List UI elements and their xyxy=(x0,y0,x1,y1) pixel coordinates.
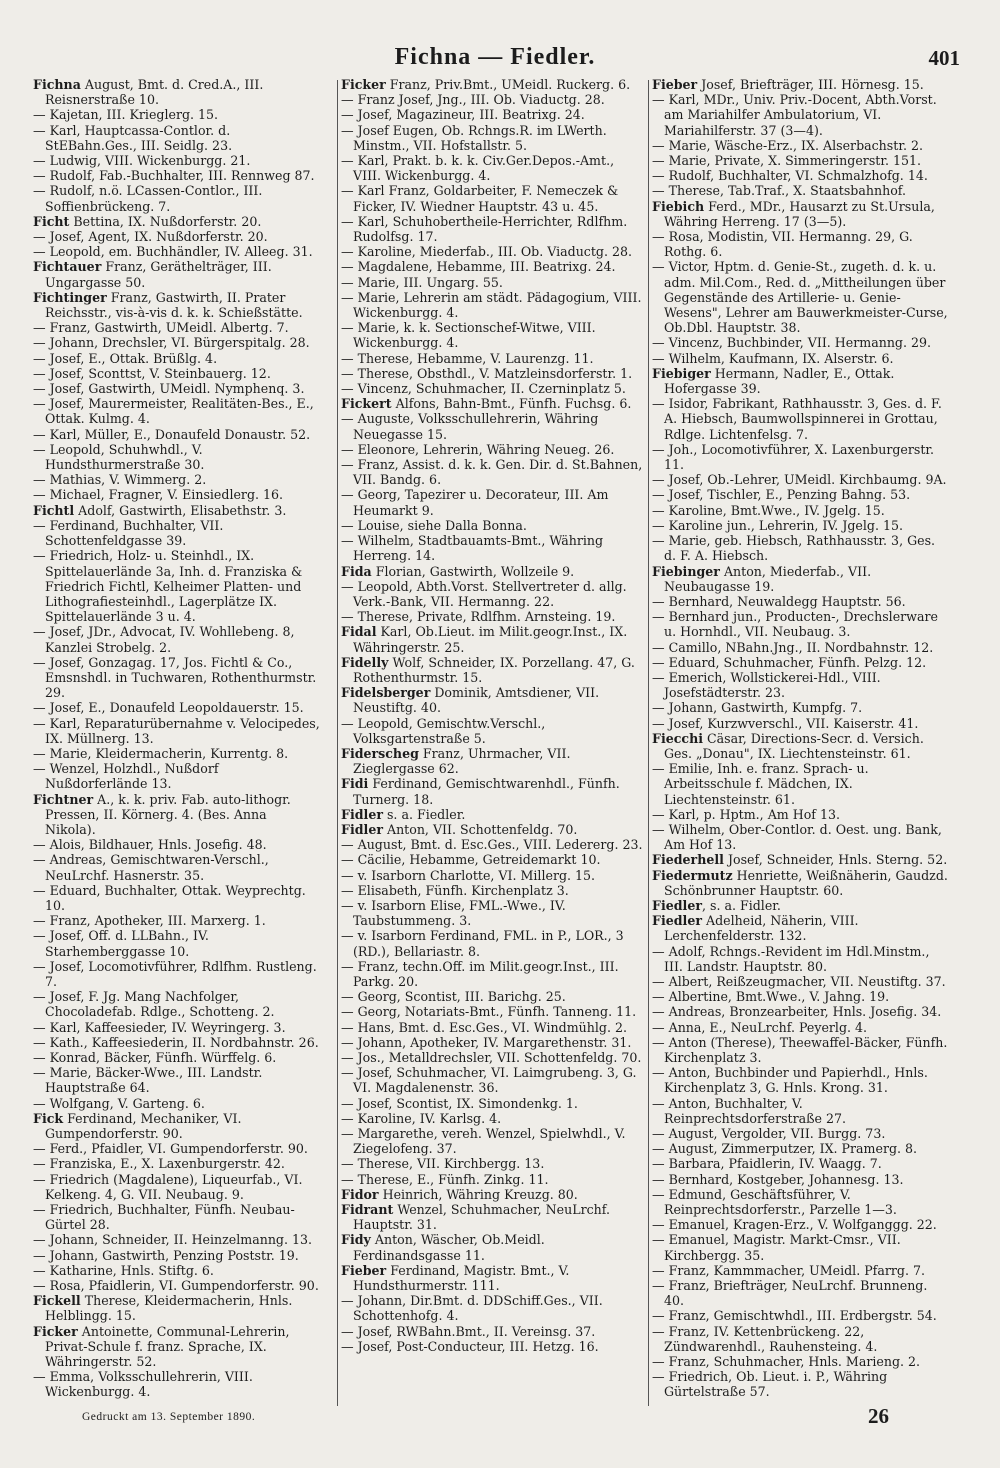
directory-entry: — Rosa, Pfaidlerin, VI. Gumpendorferstr. 90. xyxy=(33,1278,319,1294)
surname-headword: Ficker xyxy=(341,77,386,92)
directory-entry: Fickert Alfons, Bahn-Bmt., Fünfh. Fuchsg. 6. xyxy=(341,396,632,412)
directory-entry: — Katharine, Hnls. Stiftg. 6. xyxy=(33,1262,214,1278)
directory-entry: Fida Florian, Gastwirth, Wollzeile 9. xyxy=(341,563,575,579)
directory-entry: — Johann, Drechsler, VI. Bürgerspitalg. 28. xyxy=(33,335,310,351)
directory-entry: — Joh., Locomotivführer, X. Laxenburgerstr. 11. xyxy=(652,441,935,473)
directory-entry: — Therese, Tab.Traf., X. Staatsbahnhof. xyxy=(652,183,907,199)
surname-headword: Fidy xyxy=(341,1232,371,1248)
directory-entry: — Josef, E., Donaufeld Leopoldauerstr. 15. xyxy=(33,700,304,716)
directory-entry: — Josef, Magazineur, III. Beatrixg. 24. xyxy=(341,107,585,123)
directory-entry: — Karl, Reparaturübernahme v. Velocipedes, IX. Müllnerg. 13. xyxy=(33,715,320,746)
directory-entry: Fidelsberger Dominik, Amtsdiener, VII. Neustiftg. 40. xyxy=(341,685,600,716)
column-rule-1 xyxy=(337,80,338,1406)
directory-entry: — Georg, Tapezirer u. Decorateur, III. Am Heumarkt 9. xyxy=(341,487,609,518)
directory-entry: — Karoline, Bmt.Wwe., IV. Jgelg. 15. xyxy=(652,502,885,518)
running-head: Fichna — Fiedler. xyxy=(394,44,596,70)
directory-entry: — Alois, Bildhauer, Hnls. Josefig. 48. xyxy=(33,837,267,853)
directory-entry: — Josef, Sconttst, V. Steinbauerg. 12. xyxy=(33,365,271,381)
directory-entry: — Josef, Ob.-Lehrer, UMeidl. Kirchbaumg. 9A. xyxy=(652,472,947,488)
surname-headword: Fidal xyxy=(341,624,377,640)
column-2 xyxy=(341,77,645,1354)
directory-entry: Fidler s. a. Fiedler. xyxy=(341,806,466,822)
directory-entry: — Bernhard jun., Producten-, Drechslerware u. Hornhdl., VII. Neubaug. 3. xyxy=(652,609,938,640)
surname-headword: Fiedler xyxy=(652,913,702,929)
directory-entry: — Emanuel, Magistr. Markt-Cmsr., VII. Kirchbergg. 35. xyxy=(652,1232,901,1263)
directory-entry: — Kath., Kaffeesiederin, II. Nordbahnstr. 26. xyxy=(33,1034,319,1050)
directory-entry: — Franz, Assist. d. k. k. Gen. Dir. d. St.Bahnen, VII. Bandg. 6. xyxy=(341,457,643,488)
directory-entry: — Karl, Kaffeesieder, IV. Weyringerg. 3. xyxy=(33,1019,286,1035)
directory-entry: — Georg, Notariats-Bmt., Fünfh. Tanneng. 11. xyxy=(341,1004,637,1020)
directory-entry: — Karoline, Miederfab., III. Ob. Viaductg. 28. xyxy=(341,244,633,260)
directory-entry: — Marie, Lehrerin am städt. Pädagogium, VIII. Wickenburgg. 4. xyxy=(341,289,642,321)
directory-entry: — Andreas, Bronzearbeiter, Hnls. Josefig. 34. xyxy=(652,1004,942,1020)
directory-entry: Fick Ferdinand, Mechaniker, VI. Gumpendorferstr. 90. xyxy=(33,1110,242,1142)
directory-entry: — Therese, E., Fünfh. Zinkg. 11. xyxy=(341,1171,549,1187)
directory-entry: — Johann, Apotheker, IV. Margarethenstr. 31. xyxy=(341,1034,632,1050)
directory-entry: Fidi Ferdinand, Gemischtwarenhdl., Fünfh. Turnerg. 18. xyxy=(341,776,620,807)
directory-entry: Fidy Anton, Wäscher, Ob.Meidl. Ferdinandsgasse 11. xyxy=(341,1232,545,1263)
surname-headword: Ficht xyxy=(33,213,70,229)
directory-entry: — Michael, Fragner, V. Einsiedlerg. 16. xyxy=(33,487,284,503)
directory-entry: Fiecchi Cäsar, Directions-Secr. d. Versich. Ges. „Donau", IX. Liechtensteinstr. 61. xyxy=(652,730,924,761)
directory-entry: — Ludwig, VIII. Wickenburgg. 21. xyxy=(33,153,251,169)
directory-entry: — Marie, III. Ungarg. 55. xyxy=(341,274,503,290)
directory-entry: Fieber Josef, Briefträger, III. Hörnesg. 15. xyxy=(652,77,924,92)
directory-entry: Fichtl Adolf, Gastwirth, Elisabethstr. 3. xyxy=(33,502,287,518)
directory-entry: — Josef, F. Jg. Mang Nachfolger, Chocoladefab. Rdlge., Schotteng. 2. xyxy=(33,989,275,1020)
surname-headword: Fidi xyxy=(341,776,369,792)
surname-headword: Fieber xyxy=(341,1262,387,1278)
directory-entry: — Eduard, Schuhmacher, Fünfh. Pelzg. 12. xyxy=(652,654,927,670)
directory-entry: — Johann, Gastwirth, Kumpfg. 7. xyxy=(652,700,863,716)
directory-entry: — Therese, VII. Kirchbergg. 13. xyxy=(341,1156,545,1172)
directory-entry: — Karl, p. Hptm., Am Hof 13. xyxy=(652,806,840,822)
directory-entry: — Margarethe, vereh. Wenzel, Spielwhdl., V. Ziegelofeng. 37. xyxy=(341,1126,626,1157)
directory-entry: — Adolf, Rchngs.-Revident im Hdl.Minstm., III. Landstr. Hauptstr. 80. xyxy=(652,943,930,974)
directory-entry: Fiedler Adelheid, Näherin, VIII. Lerchenfelderstr. 132. xyxy=(652,913,859,944)
directory-entry: Fidelly Wolf, Schneider, IX. Porzellang. 47, G. Rothenthurmstr. 15. xyxy=(341,654,635,685)
surname-headword: Fiedler xyxy=(652,897,702,913)
directory-entry: — Anton (Therese), Theewaffel-Bäcker, Fünfh. Kirchenplatz 3. xyxy=(652,1034,948,1065)
directory-entry: — Kajetan, III. Krieglerg. 15. xyxy=(33,107,219,123)
directory-entry: — Karl, MDr., Univ. Priv.-Docent, Abth.Vorst. am Mariahilfer Ambulatorium, VI. Mariahilferstr. 37 (3—4). xyxy=(652,92,937,138)
directory-entry: — Andreas, Gemischtwaren-Verschl., NeuLrchf. Hasnerstr. 35. xyxy=(33,852,269,883)
directory-entry: — v. Isarborn Ferdinand, FML. in P., LOR., 3 (RD.), Bellariastr. 8. xyxy=(341,928,624,959)
directory-entry: — Franz, IV. Kettenbrückeng. 22, Zündwarenhdl., Rauhensteing. 4. xyxy=(652,1323,878,1354)
directory-entry: Fichtauer Franz, Geräthelträger, III. Ungargasse 50. xyxy=(33,259,272,290)
directory-entry: — Leopold, Abth.Vorst. Stellvertreter d. allg. Verk.-Bank, VII. Hermanng. 22. xyxy=(341,578,627,609)
directory-entry: — Karl, Hauptcassa-Contlor. d. StEBahn.Ges., III. Seidlg. 23. xyxy=(33,122,233,153)
surname-headword: Fichtl xyxy=(33,502,75,518)
directory-entry: — Ferd., Pfaidler, VI. Gumpendorferstr. 90. xyxy=(33,1141,308,1157)
page-header xyxy=(30,44,960,78)
directory-entry: Fieber Ferdinand, Magistr. Bmt., V. Hundsthurmerstr. 111. xyxy=(341,1262,570,1294)
directory-entry: — Johann, Gastwirth, Penzing Poststr. 19. xyxy=(33,1247,299,1263)
surname-headword: Fickell xyxy=(33,1293,81,1309)
directory-entry: — Leopold, em. Buchhändler, IV. Alleeg. 31. xyxy=(33,244,313,260)
directory-entry: — Josef, Post-Conducteur, III. Hetzg. 16. xyxy=(341,1338,599,1354)
directory-entry: — Leopold, Schuhwhdl., V. Hundsthurmerstraße 30. xyxy=(33,441,205,473)
directory-entry: Fiebiger Hermann, Nadler, E., Ottak. Hofergasse 39. xyxy=(652,365,895,397)
surname-headword: Fidrant xyxy=(341,1202,394,1218)
directory-entry: — v. Isarborn Elise, FML.-Wwe., IV. Taubstummeng. 3. xyxy=(341,897,566,929)
directory-entry: — Josef, Gonzagag. 17, Jos. Fichtl & Co., Emsnshdl. in Tuchwaren, Rothenthurmstr. 29. xyxy=(33,654,317,701)
surname-headword: Fidler xyxy=(341,806,383,822)
directory-entry: Fidal Karl, Ob.Lieut. im Milit.geogr.Inst., IX. Währingerstr. 25. xyxy=(341,624,628,655)
directory-entry: Fichna August, Bmt. d. Cred.A., III. Reisnerstraße 10. xyxy=(33,77,264,108)
directory-entry: — Wilhelm, Stadtbauamts-Bmt., Währing Herreng. 14. xyxy=(341,533,604,564)
directory-entry: — Franz, Gastwirth, UMeidl. Albertg. 7. xyxy=(33,320,289,336)
directory-entry: — Vincenz, Buchbinder, VII. Hermanng. 29. xyxy=(652,335,932,351)
surname-headword: Fidelsberger xyxy=(341,685,431,701)
directory-entry: — Johann, Schneider, II. Heinzelmanng. 13. xyxy=(33,1232,313,1248)
directory-entry: — Emanuel, Kragen-Erz., V. Wolfganggg. 22. xyxy=(652,1217,937,1233)
directory-entry: — Elisabeth, Fünfh. Kirchenplatz 3. xyxy=(341,882,569,898)
directory-entry: — Karoline, IV. Karlsg. 4. xyxy=(341,1110,502,1126)
directory-entry: — Emilie, Inh. e. franz. Sprach- u. Arbeitsschule f. Mädchen, IX. Liechtensteinstr. 61. xyxy=(652,761,869,807)
directory-entry: Ficker Franz, Priv.Bmt., UMeidl. Ruckerg. 6. xyxy=(341,77,631,92)
directory-entry: — Josef, Schuhmacher, VI. Laimgrubeng. 3, G. VI. Magdalenenstr. 36. xyxy=(341,1065,637,1096)
surname-headword: Fieber xyxy=(652,77,698,92)
directory-entry: — Karl, Müller, E., Donaufeld Donaustr. 52. xyxy=(33,426,311,442)
directory-entry: — Franziska, E., X. Laxenburgerstr. 42. xyxy=(33,1156,285,1172)
directory-entry: Fiebich Ferd., MDr., Hausarzt zu St.Ursula, Währing Herreng. 17 (3—5). xyxy=(652,198,935,229)
surname-headword: Fidor xyxy=(341,1186,379,1202)
directory-entry: — August, Vergolder, VII. Burgg. 73. xyxy=(652,1126,886,1142)
directory-entry: — Leopold, Gemischtw.Verschl., Volksgartenstraße 5. xyxy=(341,715,546,746)
directory-entry: — Marie, Wäsche-Erz., IX. Alserbachstr. 2. xyxy=(652,137,923,153)
directory-entry: Fichtner A., k. k. priv. Fab. auto-lithogr. Pressen, II. Körnerg. 4. (Bes. Anna Nikola). xyxy=(33,791,291,837)
signature-number: 26 xyxy=(868,1404,889,1428)
directory-entry: — Edmund, Geschäftsführer, V. Reinprechtsdorferstr., Parzelle 1—3. xyxy=(652,1186,897,1218)
directory-entry: — Franz Josef, Jng., III. Ob. Viaductg. 28. xyxy=(341,92,605,108)
column-rule-2 xyxy=(648,80,649,1406)
directory-entry: — Therese, Private, Rdlfhm. Arnsteing. 19. xyxy=(341,609,616,625)
directory-entry: — Jos., Metalldrechsler, VII. Schottenfeldg. 70. xyxy=(341,1050,642,1065)
directory-entry: — Karoline jun., Lehrerin, IV. Jgelg. 15. xyxy=(652,517,904,533)
directory-entry: — Albert, Reißzeugmacher, VII. Neustiftg. 37. xyxy=(652,973,946,989)
directory-entry: Fickell Therese, Kleidermacherin, Hnls. Helblingg. 15. xyxy=(33,1293,293,1324)
directory-entry: — Franz, techn.Off. im Milit.geogr.Inst., III. Parkg. 20. xyxy=(341,958,619,989)
surname-headword: Fichtinger xyxy=(33,289,107,305)
directory-entry: — August, Zimmerputzer, IX. Pramerg. 8. xyxy=(652,1141,918,1157)
print-date: Gedruckt am 13. September 1890. xyxy=(82,1411,256,1423)
directory-entry: — Karl, Prakt. b. k. k. Civ.Ger.Depos.-Amt., VIII. Wickenburgg. 4. xyxy=(341,153,615,184)
directory-entry: — Wolfgang, V. Garteng. 6. xyxy=(33,1095,205,1111)
directory-entry: Fichtinger Franz, Gastwirth, II. Prater Reichsstr., vis-à-vis d. k. k. Schießstätte. xyxy=(33,289,303,321)
surname-headword: Fichna xyxy=(33,77,81,92)
directory-entry: — Barbara, Pfaidlerin, IV. Waagg. 7. xyxy=(652,1156,882,1172)
directory-entry: Fiederhell Josef, Schneider, Hnls. Sterng. 52. xyxy=(652,852,948,868)
directory-entry: — Wilhelm, Kaufmann, IX. Alserstr. 6. xyxy=(652,350,894,366)
directory-entry: — Marie, Private, X. Simmeringerstr. 151. xyxy=(652,153,922,169)
directory-entry: — Anton, Buchhalter, V. Reinprechtsdorferstraße 27. xyxy=(652,1095,847,1126)
directory-entry: — Friedrich, Holz- u. Steinhdl., IX. Spittelauerlände 3a, Inh. d. Franziska & Friedrich Fichtl, Kelheimer Platten- und Lithografiesteinhdl., Lagerplätze IX. Spittelauerlände 3 u. 4. xyxy=(33,548,303,625)
directory-entry: Fidor Heinrich, Währing Kreuzg. 80. xyxy=(341,1186,578,1202)
directory-entry: Fidrant Wenzel, Schuhmacher, NeuLrchf. Hauptstr. 31. xyxy=(341,1202,610,1233)
directory-entry: — Bernhard, Neuwaldegg Hauptstr. 56. xyxy=(652,593,906,609)
surname-headword: Fichtner xyxy=(33,791,94,807)
directory-entry: Fiedermutz Henriette, Weißnäherin, Gaudzd. Schönbrunner Hauptstr. 60. xyxy=(652,867,948,898)
directory-entry: — Johann, Dir.Bmt. d. DDSchiff.Ges., VII. Schottenhofg. 4. xyxy=(341,1293,603,1324)
directory-entry: — Vincenz, Schuhmacher, II. Czerninplatz 5. xyxy=(341,381,626,397)
directory-entry: — Marie, k. k. Sectionschef-Witwe, VIII. Wickenburgg. 4. xyxy=(341,320,596,351)
directory-entry: — Josef, Tischler, E., Penzing Bahng. 53. xyxy=(652,487,911,503)
surname-headword: Ficker xyxy=(33,1323,78,1339)
directory-entry: — Josef, Locomotivführer, Rdlfhm. Rustleng. 7. xyxy=(33,958,317,989)
directory-entry: — Bernhard, Kostgeber, Johannesg. 13. xyxy=(652,1171,904,1187)
directory-entry: — Cäcilie, Hebamme, Getreidemarkt 10. xyxy=(341,852,601,868)
directory-entry: — Rosa, Modistin, VII. Hermanng. 29, G. Rothg. 6. xyxy=(652,229,913,260)
surname-headword: Fida xyxy=(341,563,372,579)
surname-headword: Fidler xyxy=(341,821,383,837)
directory-entry: — Eduard, Buchhalter, Ottak. Weyprechtg. 10. xyxy=(33,882,306,913)
surname-headword: Fick xyxy=(33,1110,64,1126)
directory-entry: — Karl, Schuhobertheile-Herrichter, Rdlfhm. Rudolfsg. 17. xyxy=(341,213,628,245)
directory-entry: — Friedrich (Magdalene), Liqueurfab., VI. Kelkeng. 4, G. VII. Neubaug. 9. xyxy=(33,1171,303,1202)
directory-entry: — Friedrich, Ob. Lieut. i. P., Währing Gürtelstraße 57. xyxy=(652,1369,888,1400)
directory-entry: — Camillo, NBahn.Jng., II. Nordbahnstr. 12. xyxy=(652,639,934,655)
directory-entry: — Josef, Off. d. LLBahn., IV. Starhemberggasse 10. xyxy=(33,928,209,959)
directory-entry: — Rudolf, n.ö. LCassen-Contlor., III. Soffienbrückeng. 7. xyxy=(33,183,263,214)
directory-entry: — Eleonore, Lehrerin, Währing Neueg. 26. xyxy=(341,441,615,457)
directory-entry: Fiebinger Anton, Miederfab., VII. Neubaugasse 19. xyxy=(652,563,872,594)
directory-entry: — Josef, Gastwirth, UMeidl. Nymphenq. 3. xyxy=(33,381,305,397)
directory-entry: — Therese, Obsthdl., V. Matzleinsdorferstr. 1. xyxy=(341,365,633,381)
surname-headword: Fiebich xyxy=(652,198,705,214)
directory-entry: — Franz, Kammmacher, UMeidl. Pfarrg. 7. xyxy=(652,1262,925,1278)
directory-entry: — Magdalene, Hebamme, III. Beatrixg. 24. xyxy=(341,259,616,275)
directory-entry: — Ferdinand, Buchhalter, VII. Schottenfeldgasse 39. xyxy=(33,517,224,549)
directory-entry: — Auguste, Volksschullehrerin, Währing Neuegasse 15. xyxy=(341,411,599,442)
surname-headword: Fidelly xyxy=(341,654,389,670)
directory-entry: — Marie, Bäcker-Wwe., III. Landstr. Hauptstraße 64. xyxy=(33,1065,263,1096)
column-1 xyxy=(33,77,321,1400)
directory-entry: — Josef, RWBahn.Bmt., II. Vereinsg. 37. xyxy=(341,1323,596,1339)
surname-headword: Fickert xyxy=(341,396,392,412)
directory-entry: — Emma, Volksschullehrerin, VIII. Wickenburgg. 4. xyxy=(33,1369,253,1400)
directory-entry: — Hans, Bmt. d. Esc.Ges., VI. Windmühlg. 2. xyxy=(341,1019,627,1035)
directory-entry: — Therese, Hebamme, V. Laurenzg. 11. xyxy=(341,350,594,366)
directory-entry: — Rudolf, Fab.-Buchhalter, III. Rennweg 87. xyxy=(33,168,315,184)
directory-entry: — Franz, Briefträger, NeuLrchf. Brunneng. 40. xyxy=(652,1278,928,1309)
surname-headword: Fiedermutz xyxy=(652,867,733,883)
directory-entry: — Louise, siehe Dalla Bonna. xyxy=(341,517,527,533)
page-number: 401 xyxy=(928,46,960,70)
directory-entry: — Josef, Kurzwverschl., VII. Kaiserstr. 41. xyxy=(652,715,919,731)
directory-entry: — Isidor, Fabrikant, Rathhausstr. 3, Ges. d. F. A. Hiebsch, Baumwollspinnerei in Grottau, Rdlge. Lichtenfelsg. 7. xyxy=(652,396,942,442)
surname-headword: Fiebinger xyxy=(652,563,720,579)
directory-entry: — v. Isarborn Charlotte, VI. Millerg. 15. xyxy=(341,867,596,883)
directory-entry: Fidler Anton, VII. Schottenfeldg. 70. xyxy=(341,821,578,837)
directory-entry: — Franz, Schuhmacher, Hnls. Marieng. 2. xyxy=(652,1354,921,1370)
directory-entry: — Friedrich, Buchhalter, Fünfh. Neubau-Gürtel 28. xyxy=(33,1202,295,1233)
directory-entry: Ficker Antoinette, Communal-Lehrerin, Privat-Schule f. franz. Sprache, IX. Währingerstr. 52. xyxy=(33,1323,290,1370)
directory-entry: — August, Bmt. d. Esc.Ges., VIII. Ledererg. 23. xyxy=(341,837,643,853)
directory-entry: — Josef, JDr., Advocat, IV. Wohllebeng. 8, Kanzlei Strobelg. 2. xyxy=(33,624,295,655)
directory-entry: — Wilhelm, Ober-Contlor. d. Oest. ung. Bank, Am Hof 13. xyxy=(652,821,942,853)
directory-entry: — Marie, Kleidermacherin, Kurrentg. 8. xyxy=(33,745,289,761)
directory-entry: — Josef Eugen, Ob. Rchngs.R. im LWerth. Minstm., VII. Hofstallstr. 5. xyxy=(341,122,607,153)
surname-headword: Fiecchi xyxy=(652,730,704,746)
directory-entry: — Anton, Buchbinder und Papierhdl., Hnls. Kirchenplatz 3, G. Hnls. Krong. 31. xyxy=(652,1065,928,1096)
surname-headword: Fichtauer xyxy=(33,259,102,275)
column-3 xyxy=(652,77,948,1400)
surname-headword: Fiederhell xyxy=(652,852,724,868)
directory-entry: — Franz, Gemischtwhdl., III. Erdbergstr. 54. xyxy=(652,1308,937,1324)
directory-entry: — Anna, E., NeuLrchf. Peyerlg. 4. xyxy=(652,1019,868,1035)
directory-entry: Fiedler, s. a. Fidler. xyxy=(652,897,781,913)
directory-entry: — Josef, Scontist, IX. Simondenkg. 1. xyxy=(341,1095,578,1111)
directory-entry: — Albertine, Bmt.Wwe., V. Jahng. 19. xyxy=(652,989,890,1005)
surname-headword: Fiderscheg xyxy=(341,745,419,761)
directory-entry: — Marie, geb. Hiebsch, Rathhausstr. 3, Ges. d. F. A. Hiebsch. xyxy=(652,533,936,564)
directory-entry: — Josef, Maurermeister, Realitäten-Bes., E., Ottak. Kulmg. 4. xyxy=(33,396,314,427)
directory-entry: — Emerich, Wollstickerei-Hdl., VIII. Josefstädterstr. 23. xyxy=(652,669,881,701)
directory-entry: — Josef, Agent, IX. Nußdorferstr. 20. xyxy=(33,229,268,245)
directory-entry: — Georg, Scontist, III. Barichg. 25. xyxy=(341,989,566,1005)
directory-entry: Ficht Bettina, IX. Nußdorferstr. 20. xyxy=(33,213,262,229)
directory-entry: — Karl Franz, Goldarbeiter, F. Nemeczek & Ficker, IV. Wiedner Hauptstr. 43 u. 45. xyxy=(341,183,619,214)
directory-entry: Fiderscheg Franz, Uhrmacher, VII. Zieglergasse 62. xyxy=(341,745,571,777)
directory-entry: — Wenzel, Holzhdl., Nußdorf Nußdorferlände 13. xyxy=(33,761,219,792)
directory-entry: — Konrad, Bäcker, Fünfh. Würffelg. 6. xyxy=(33,1050,277,1065)
directory-entry: — Josef, E., Ottak. Brüßlg. 4. xyxy=(33,350,218,366)
directory-entry: — Victor, Hptm. d. Genie-St., zugeth. d. k. u. adm. Mil.Com., Red. d. „Mittheilungen über Gegenstände des Artillerie- u. Genie-Wesens", Lehrer am Bauwerkmeister-Curse, Ob.Dbl. Hauptstr. 38. xyxy=(652,259,948,336)
directory-entry: — Franz, Apotheker, III. Marxerg. 1. xyxy=(33,913,266,929)
surname-headword: Fiebiger xyxy=(652,365,711,381)
directory-entry: — Rudolf, Buchhalter, VI. Schmalzhofg. 14. xyxy=(652,168,928,184)
directory-entry: — Mathias, V. Wimmerg. 2. xyxy=(33,472,207,488)
